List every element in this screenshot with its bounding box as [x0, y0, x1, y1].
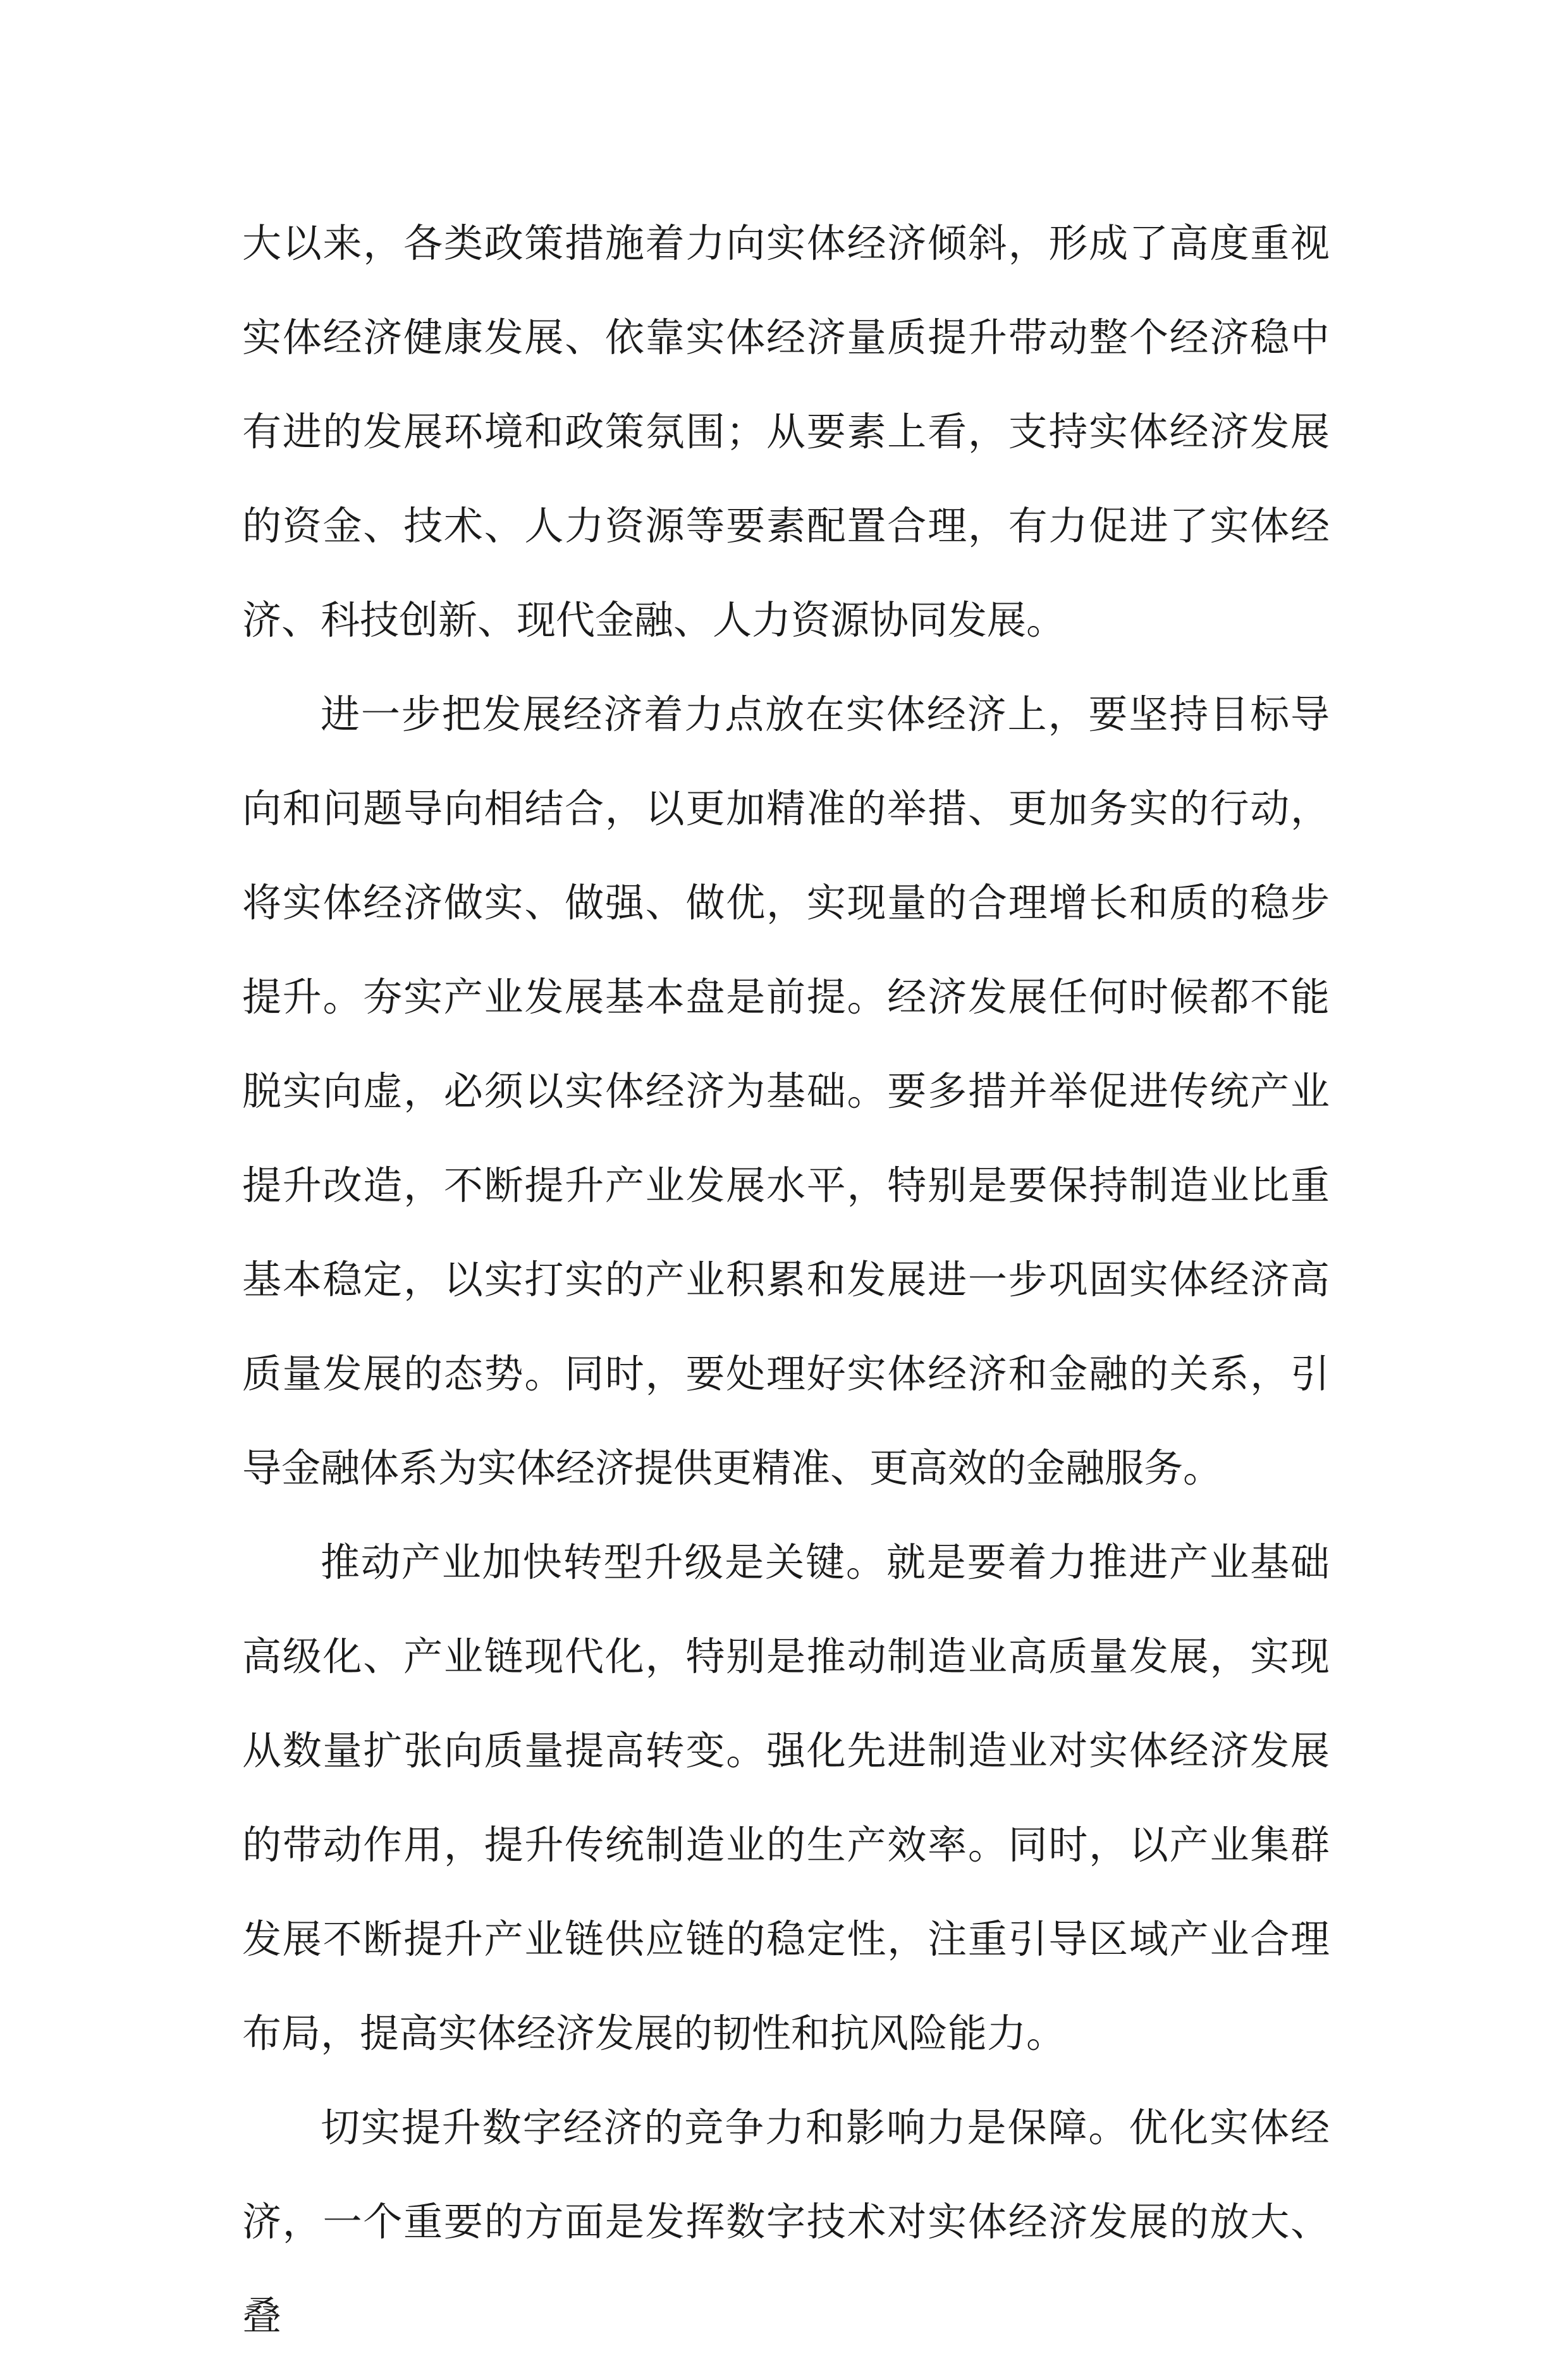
- paragraph: 切实提升数字经济的竞争力和影响力是保障。优化实体经济，一个重要的方面是发挥数字技术对实体经济发展的放大、叠: [242, 2104, 1330, 2339]
- paragraph: 进一步把发展经济着力点放在实体经济上，要坚持目标导向和问题导向相结合，以更加精准的举措、更加务实的行动，将实体经济做实、做强、做优，实现量的合理增长和质的稳步提升。夯实产业发展基本盘是前提。经济发展任何时候都不能脱实向虚，必须以实体经济为基础。要多措并举促进传统产业提升改造，不断提升产业发展水平，特别是要保持制造业比重基本稳定，以实打实的产业积累和发展进一步巩固实体经济高质量发展的态势。同时，要处理好实体经济和金融的关系，引导金融体系为实体经济提供更精准、更高效的金融服务。: [242, 691, 1330, 1491]
- paragraph-continued: 大以来，各类政策措施着力向实体经济倾斜，形成了高度重视实体经济健康发展、依靠实体经济量质提升带动整个经济稳中有进的发展环境和政策氛围；从要素上看，支持实体经济发展的资金、技术、人力资源等要素配置合理，有力促进了实体经济、科技创新、现代金融、人力资源协同发展。: [242, 220, 1330, 643]
- paragraph: 推动产业加快转型升级是关键。就是要着力推进产业基础高级化、产业链现代化，特别是推动制造业高质量发展，实现从数量扩张向质量提高转变。强化先进制造业对实体经济发展的带动作用，提升传统制造业的生产效率。同时，以产业集群发展不断提升产业链供应链的稳定性，注重引导区域产业合理布局，提高实体经济发展的韧性和抗风险能力。: [242, 1539, 1330, 2056]
- document-body: [242, 196, 1330, 2363]
